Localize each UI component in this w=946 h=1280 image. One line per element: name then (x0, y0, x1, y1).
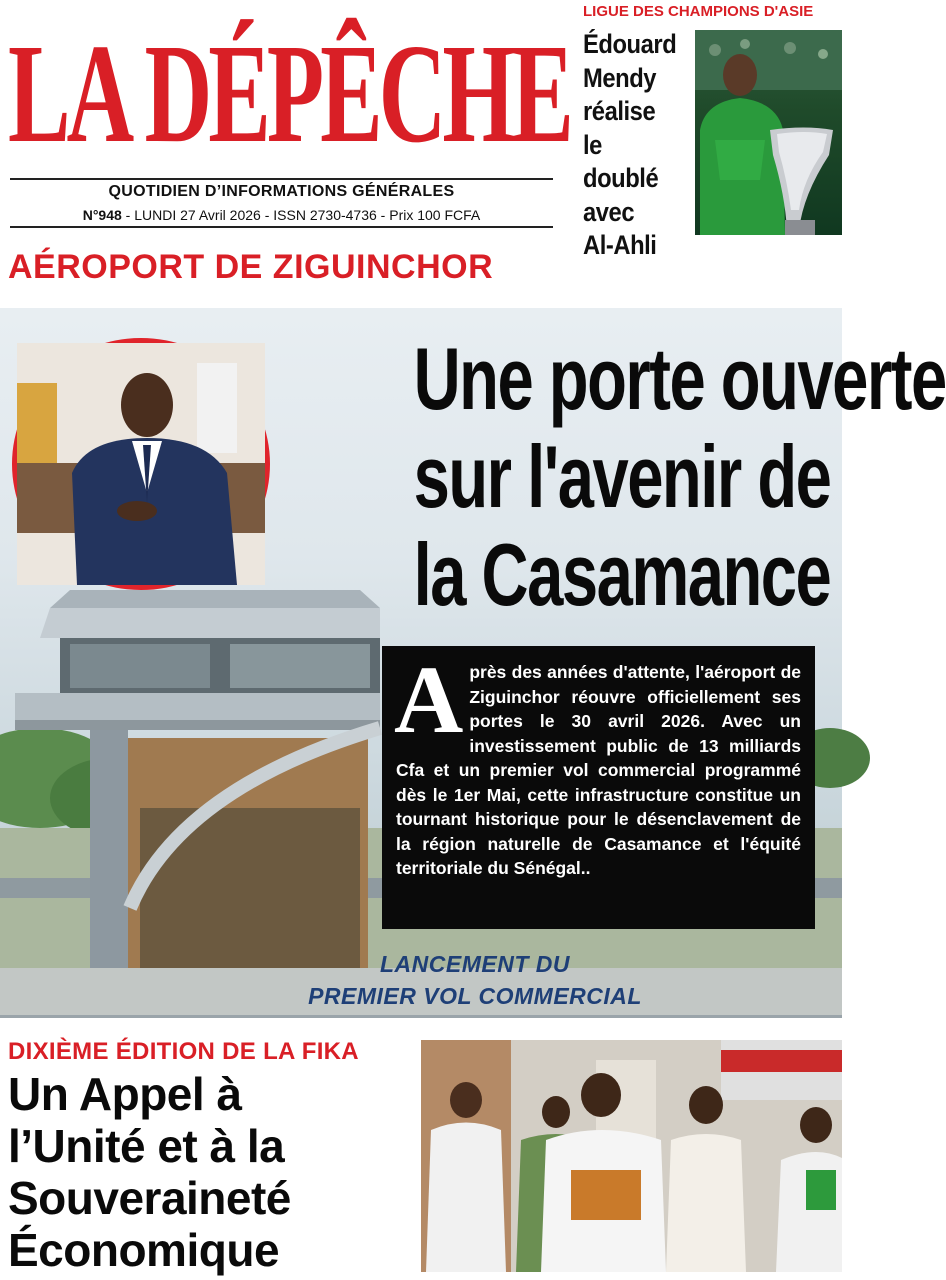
hero-caption (220, 948, 730, 1012)
masthead-rule-bottom (10, 226, 553, 228)
lede-dropcap: A (394, 646, 464, 753)
main-headline[interactable] (268, 329, 946, 624)
sport-headline-line: le doublé (583, 129, 659, 193)
sport-headline-line: Mendy (583, 62, 657, 93)
main-headline-line: sur l'avenir de (413, 427, 831, 526)
sport-headline-line: Al-Ahli (583, 230, 657, 260)
group-of-people-illustration (421, 1040, 842, 1272)
sport-photo-player-with-trophy (695, 30, 842, 235)
newspaper-logo: LA DÉPÊCHE (8, 14, 570, 172)
masthead (8, 14, 570, 179)
sport-kicker: LIGUE DES CHAMPIONS D'ASIE (583, 3, 814, 20)
fika-headline-line: Souveraineté (8, 1172, 291, 1224)
fika-kicker: DIXIÈME ÉDITION DE LA FIKA (8, 1038, 359, 1065)
fika-headline-line: Un Appel à (8, 1068, 242, 1120)
lede-text: près des années d'attente, l'aéroport de Ziguinchor réouvre officiellement ses portes le 30 avril 2026. Avec un investissement public de 13 milliards Cfa et un premier vol commercial programmé dès le 1er Mai, cette infrastructure constitue un tournant historique pour le désenclavement de la région naturelle de Casamance et l'équité territoriale du Sénégal.. (396, 662, 801, 878)
sport-headline-line: réalise (583, 96, 656, 126)
issue-info (10, 207, 553, 223)
main-headline-line: la Casamance (413, 525, 831, 624)
sport-headline[interactable] (583, 28, 680, 263)
hero-caption-line: LANCEMENT DU (380, 951, 570, 977)
issue-details: - LUNDI 27 Avril 2026 - ISSN 2730-4736 - Prix 100 FCFA (121, 207, 481, 223)
fika-headline[interactable] (8, 1068, 418, 1276)
masthead-tagline: QUOTIDIEN D’INFORMATIONS GÉNÉRALES (108, 183, 455, 200)
fika-headline-line: Économique (8, 1224, 280, 1276)
player-trophy-illustration (695, 30, 842, 235)
hero-caption-line: PREMIER VOL COMMERCIAL (308, 983, 642, 1009)
portrait-official-photo (12, 338, 270, 590)
sport-headline-line: Édouard (583, 29, 677, 59)
issue-number: N°948 (82, 207, 122, 223)
main-headline-line: Une porte ouverte (413, 329, 946, 428)
sport-headline-line: avec (583, 196, 635, 227)
main-kicker: AÉROPORT DE ZIGUINCHOR (8, 248, 494, 286)
fika-headline-line: l’Unité et à la (8, 1120, 285, 1172)
masthead-rule-top (10, 178, 553, 180)
fika-group-photo (421, 1040, 842, 1272)
hero-divider (0, 1015, 842, 1018)
official-portrait-illustration (17, 343, 265, 585)
lede-box (382, 646, 815, 929)
